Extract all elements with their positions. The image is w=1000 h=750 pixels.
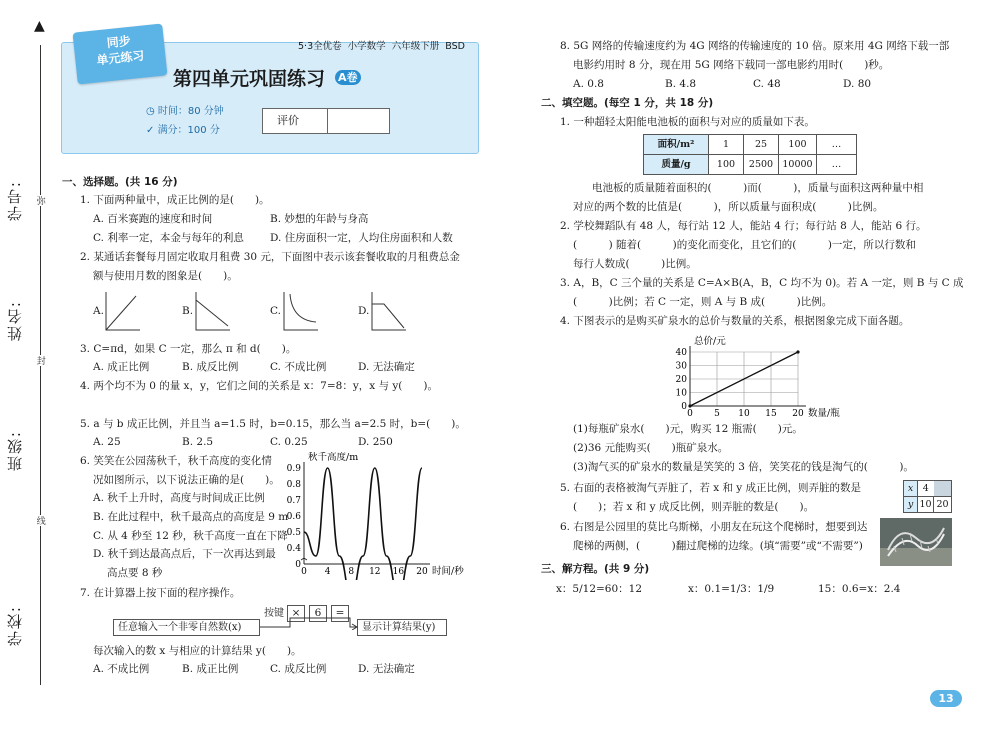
q8-option-c: C. 48 (753, 78, 781, 90)
x-tick-label: 16 (392, 567, 405, 577)
q6-option-c: C. 从 4 秒至 12 秒，秋千高度一直在下降 (93, 530, 288, 542)
q5-option-a: A. 25 (93, 436, 121, 448)
y-tick-label: 40 (675, 348, 687, 358)
x-tick-label: 12 (369, 567, 381, 577)
x-axis-label: 数量/瓶 (808, 408, 840, 419)
f1-stem: 1. 一种超轻太阳能电池板的面积与对应的质量如下表。 (560, 116, 815, 128)
y-tick-label: 30 (675, 361, 687, 372)
q2-graph-b (194, 290, 232, 332)
q8-stem-2: 电影约用时 8 分，现在用 5G 网络下载同一部电影约用时( )秒。 (573, 59, 890, 71)
tape-line-2: 单元练习 (95, 48, 146, 68)
f3-line-2: ( )比例；若 C 一定，则 A 与 B 成( )比例。 (573, 296, 833, 308)
q3-stem: 3. C=πd，如果 C 一定，那么 π 和 d( )。 (80, 343, 297, 355)
origin-label: 0 (681, 402, 687, 412)
evaluation-box[interactable] (262, 108, 390, 134)
unit-tape-badge (73, 23, 168, 84)
f1-line-1: 电池板的质量随着面积的( )而( )，质量与面积这两种量中相 (592, 182, 924, 194)
f1-line-2: 对应的两个数的比值是( )，所以质量与面积成( )比例。 (573, 201, 884, 213)
q4-stem: 4. 两个均不为 0 的量 x，y，它们之间的关系是 x：7=8：y，x 与 y( )。 (80, 380, 438, 392)
f3-line-1: 3. A，B，C 三个量的关系是 C=A×B(A，B，C 均不为 0)。若 A 一定，则 B 与 C 成 (560, 277, 964, 289)
xy-cell: 10 (918, 497, 934, 513)
q2-stem-1: 2. 某通话套餐每月固定收取月租费 30 元，下面图中表示该套餐收取的月租费总金 (80, 251, 460, 263)
equation-2: x：0.1=1/3：1/9 (688, 583, 775, 595)
q2-option-d: D. (358, 305, 370, 317)
x-tick-label: 15 (765, 409, 777, 419)
q5-option-b: B. 2.5 (182, 436, 214, 448)
f4-part-1: (1)每瓶矿泉水( )元，购买 12 瓶需( )元。 (573, 423, 803, 435)
table-cell: … (817, 155, 857, 175)
tape-line-1: 同步 (106, 33, 132, 51)
data-point (688, 404, 691, 407)
q3-option-b: B. 成反比例 (182, 361, 239, 373)
q2-graph-d (370, 290, 408, 332)
q2-option-a: A. (93, 305, 104, 317)
evaluation-divider (327, 109, 328, 133)
x-tick-label: 8 (348, 567, 355, 577)
f2-line-3: 每行人数成( )比例。 (573, 258, 697, 270)
origin-label: 0 (295, 560, 301, 570)
table-cell: 100 (779, 135, 817, 155)
xy-cell: 4 (918, 481, 934, 497)
q7-stem: 7. 在计算器上按下面的程序操作。 (80, 587, 241, 599)
q6-option-b: B. 在此过程中，秋千最高点的高度是 9 m (93, 511, 289, 523)
q7-option-a: A. 不成比例 (93, 663, 150, 675)
seal-char-3: 线 (34, 516, 45, 525)
y-tick-label: 0.4 (286, 544, 301, 554)
flow-arrow (260, 614, 358, 630)
y-tick-label: 20 (675, 375, 687, 385)
page-number: 13 (930, 690, 962, 707)
q3-option-d: D. 无法确定 (358, 361, 415, 373)
x-axis-label: 时间/秒 (432, 566, 464, 577)
key-label: 按键 (264, 608, 284, 619)
evaluation-label: 评价 (277, 114, 299, 127)
f5-line-1: 5. 右面的表格被淘气弄脏了，若 x 和 y 成正比例，则弄脏的数是 (560, 482, 862, 494)
key-six: 6 (309, 605, 327, 622)
score-label: ✓ 满分：100 分 (146, 125, 220, 136)
smudge (934, 481, 952, 497)
version-badge: A卷 (335, 70, 361, 85)
seal-char-1: 弥 (34, 196, 45, 205)
q1-option-b: B. 妙想的年龄与身高 (270, 213, 369, 225)
price-quantity-chart (660, 330, 860, 420)
table-header-mass: 质量/g (644, 155, 709, 175)
q7-option-d: D. 无法确定 (358, 663, 415, 675)
class-label: 班级: (6, 430, 24, 472)
y-tick-label: 0.5 (286, 528, 301, 538)
q1-option-d: D. 住房面积一定，人均住房面积和人数 (270, 232, 453, 244)
swing-height-chart (282, 452, 482, 580)
student-id-label: 学号: (6, 180, 24, 222)
q8-option-d: D. 80 (843, 78, 872, 90)
seal-char-2: 封 (34, 356, 45, 365)
y-axis-label: 总价/元 (694, 336, 726, 347)
y-tick-label: 0.6 (286, 512, 301, 522)
section3-heading: 三、解方程。(共 9 分) (541, 563, 650, 575)
q6-stem-2: 况如图所示，以下说法正确的是( )。 (93, 474, 280, 486)
key-times: × (287, 605, 305, 622)
q8-stem-1: 8. 5G 网络的传输速度约为 4G 网络的传输速度的 10 倍。原来用 4G 网络下载一部 (560, 40, 950, 52)
x-tick-label: 0 (301, 567, 307, 577)
time-label: ◷ 时间：80 分钟 (146, 106, 224, 117)
table-cell: 25 (744, 135, 779, 155)
series-label: 5·3全优卷 小学数学 六年级下册 BSD (298, 41, 465, 52)
data-point (796, 350, 799, 353)
x-tick-label: 20 (416, 567, 428, 577)
x-tick-label: 20 (792, 409, 804, 419)
q1-stem: 1. 下面两种量中，成正比例的是( )。 (80, 194, 270, 206)
q6-option-d2: 高点要 8 秒 (107, 567, 163, 579)
mobius-ladder-photo (880, 518, 952, 566)
x-tick-label: 0 (687, 409, 693, 419)
q6-option-a: A. 秋千上升时，高度与时间成正比例 (93, 492, 265, 504)
f6-line-1: 6. 右图是公园里的莫比乌斯梯，小朋友在玩这个爬梯时，想要到达 (560, 521, 868, 533)
equation-1: x：5/12=60：12 (556, 583, 643, 595)
table-cell: 1 (709, 135, 744, 155)
q2-graph-a (104, 290, 142, 332)
q7-option-b: B. 成正比例 (182, 663, 239, 675)
f2-line-1: 2. 学校舞蹈队有 48 人，每行站 12 人，能站 4 行；每行站 8 人，能站 6 行。 (560, 220, 927, 232)
q3-option-c: C. 不成比例 (270, 361, 327, 373)
q3-option-a: A. 成正比例 (93, 361, 150, 373)
xy-table (903, 480, 952, 513)
x-tick-label: 5 (714, 409, 720, 419)
school-label: 学校: (6, 605, 24, 647)
area-mass-table (643, 134, 857, 175)
q6-option-d1: D. 秋千到达最高点后，下一次再达到最 (93, 548, 276, 560)
f4-part-2: (2)36 元能购买( )瓶矿泉水。 (573, 442, 729, 454)
section2-heading: 二、填空题。(每空 1 分，共 18 分) (541, 97, 714, 109)
rocket-icon: ▲ (34, 18, 45, 34)
q6-stem-1: 6. 笑笑在公园荡秋千，秋千高度的变化情 (80, 455, 272, 467)
q8-option-b: B. 4.8 (665, 78, 697, 90)
q1-option-a: A. 百米赛跑的速度和时间 (93, 213, 213, 225)
q5-stem: 5. a 与 b 成正比例，并且当 a=1.5 时，b=0.15，那么当 a=2.5 时，b=( )。 (80, 418, 466, 430)
f5-line-2: ( )；若 x 和 y 成反比例，则弄脏的数是( )。 (573, 501, 815, 513)
table-cell: 10000 (779, 155, 817, 175)
q2-stem-2: 额与使用月数的图象是( )。 (93, 270, 238, 282)
table-cell: 2500 (744, 155, 779, 175)
y-tick-label: 10 (675, 388, 687, 399)
f2-line-2: ( ) 随着( )的变化而变化，且它们的( )一定，所以行数和 (573, 239, 916, 251)
y-tick-label: 0.8 (286, 480, 301, 490)
series-line (304, 468, 422, 580)
table-cell: … (817, 135, 857, 155)
xy-cell: 20 (934, 497, 952, 513)
xy-label-y: y (904, 497, 918, 513)
q1-option-c: C. 利率一定，本金与每年的利息 (93, 232, 244, 244)
xy-label-x: x (904, 481, 918, 497)
q7-option-c: C. 成反比例 (270, 663, 327, 675)
q5-option-c: C. 0.25 (270, 436, 308, 448)
y-tick-label: 0.9 (286, 464, 301, 474)
result-box: 显示计算结果(y) (357, 619, 447, 636)
q8-option-a: A. 0.8 (573, 78, 604, 90)
f4-part-3: (3)淘气买的矿泉水的数量是笑笑的 3 倍，笑笑花的钱是淘气的( )。 (573, 461, 914, 473)
section1-heading: 一、选择题。(共 16 分) (62, 176, 178, 188)
table-cell: 100 (709, 155, 744, 175)
table-header-area: 面积/m² (644, 135, 709, 155)
q2-graph-c (282, 290, 320, 332)
q7-stem-2: 每次输入的数 x 与相应的计算结果 y( )。 (93, 645, 302, 657)
equation-3: 15：0.6=x：2.4 (818, 583, 901, 595)
input-box: 任意输入一个非零自然数(x) (113, 619, 260, 636)
page-title: 第四单元巩固练习 (173, 68, 326, 90)
key-equals: = (331, 605, 349, 622)
x-tick-label: 4 (324, 567, 331, 577)
q2-option-c: C. (270, 305, 281, 317)
f4-stem: 4. 下图表示的是购买矿泉水的总价与数量的关系，根据图象完成下面各题。 (560, 315, 910, 327)
x-tick-label: 10 (738, 409, 750, 419)
f6-line-2: 爬梯的两侧，( )翻过爬梯的边缘。(填“需要”或“不需要”) (573, 540, 863, 552)
name-label: 姓名: (6, 300, 24, 342)
q2-option-b: B. (182, 305, 194, 317)
y-tick-label: 0.7 (286, 496, 301, 506)
y-axis-label: 秋千高度/m (308, 452, 359, 463)
q5-option-d: D. 250 (358, 436, 393, 448)
